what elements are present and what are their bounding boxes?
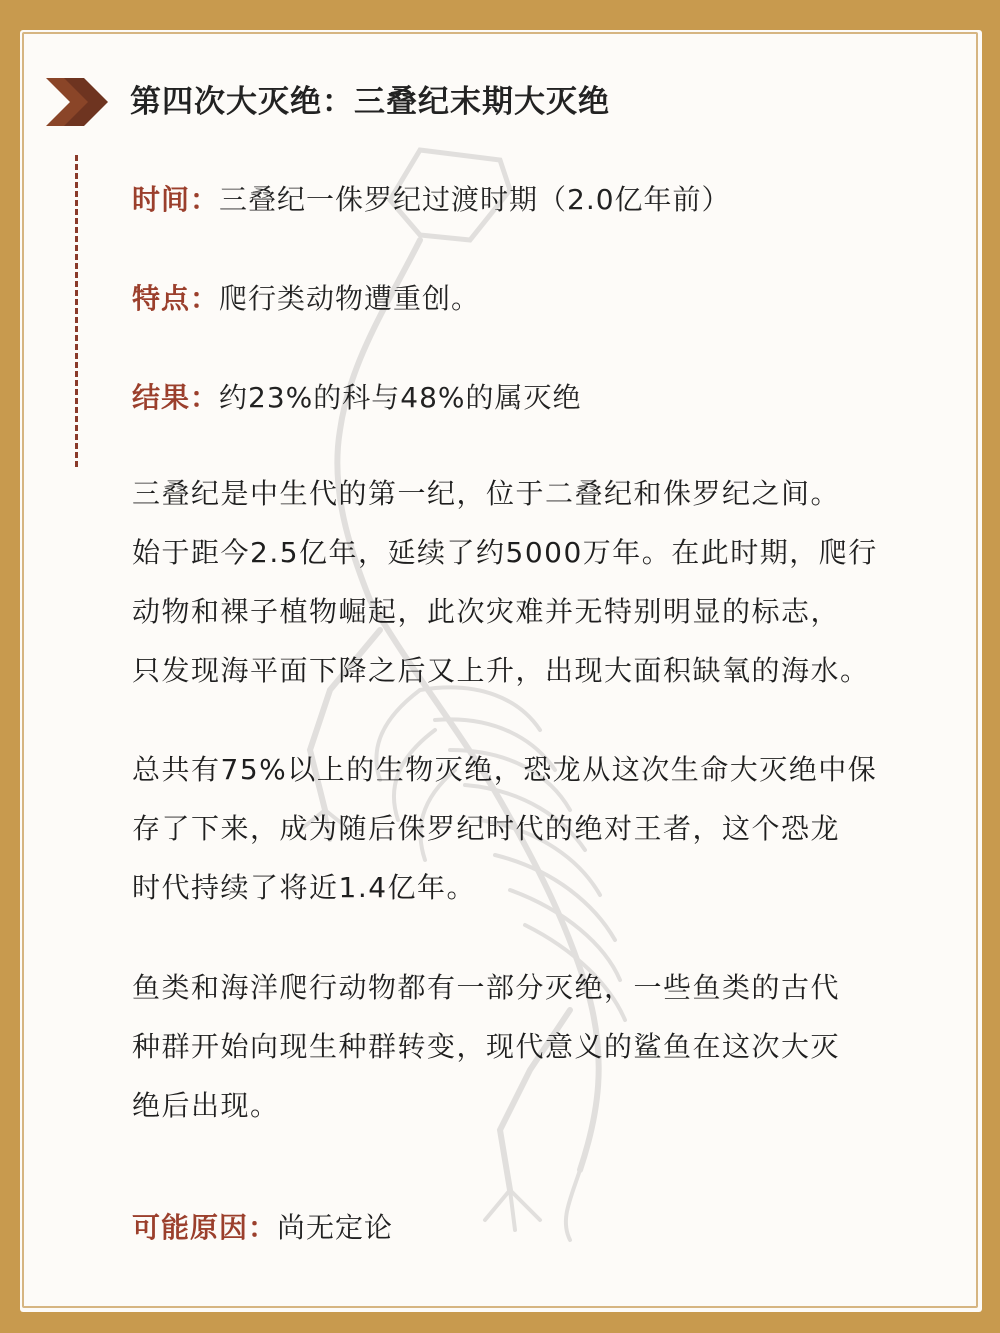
paragraph-line: 三叠纪是中生代的第一纪，位于二叠纪和侏罗纪之间。: [132, 477, 841, 510]
cause-value: 尚无定论: [277, 1211, 394, 1244]
paragraph-line: 时代持续了将近1.4亿年。: [132, 871, 477, 904]
feature-label: 特点：: [132, 282, 220, 315]
paragraph-line: 动物和裸子植物崛起，此次灾难并无特别明显的标志，: [132, 595, 841, 628]
time-value: 三叠纪一侏罗纪过渡时期（2.0亿年前）: [219, 183, 731, 216]
paragraph-marine-life: [132, 958, 952, 1135]
double-chevron-icon: [44, 74, 110, 130]
paragraph-extinction-rate: [132, 740, 952, 917]
time-field: [132, 178, 731, 218]
cause-label: 可能原因：: [132, 1211, 278, 1244]
paragraph-line: 总共有75%以上的生物灭绝，恐龙从这次生命大灭绝中保: [132, 753, 878, 786]
result-field: [132, 376, 582, 416]
paragraph-line: 存了下来，成为随后侏罗纪时代的绝对王者，这个恐龙: [132, 812, 841, 845]
page-title: 第四次大灭绝：三叠纪末期大灭绝: [130, 84, 610, 120]
paragraph-triassic-overview: [132, 464, 952, 700]
paragraph-line: 只发现海平面下降之后又上升，出现大面积缺氧的海水。: [132, 654, 870, 687]
cause-field: [132, 1206, 393, 1246]
result-value: 约23%的科与48%的属灭绝: [219, 381, 582, 414]
result-label: 结果：: [132, 381, 220, 414]
paragraph-line: 绝后出现。: [132, 1089, 280, 1122]
time-label: 时间：: [132, 183, 220, 216]
feature-value: 爬行类动物遭重创。: [219, 282, 481, 315]
feature-field: [132, 277, 480, 317]
paragraph-line: 始于距今2.5亿年，延续了约5000万年。在此时期，爬行: [132, 536, 878, 569]
dashed-divider: [75, 155, 78, 467]
paragraph-line: 种群开始向现生种群转变，现代意义的鲨鱼在这次大灭: [132, 1030, 841, 1063]
paragraph-line: 鱼类和海洋爬行动物都有一部分灭绝，一些鱼类的古代: [132, 971, 841, 1004]
